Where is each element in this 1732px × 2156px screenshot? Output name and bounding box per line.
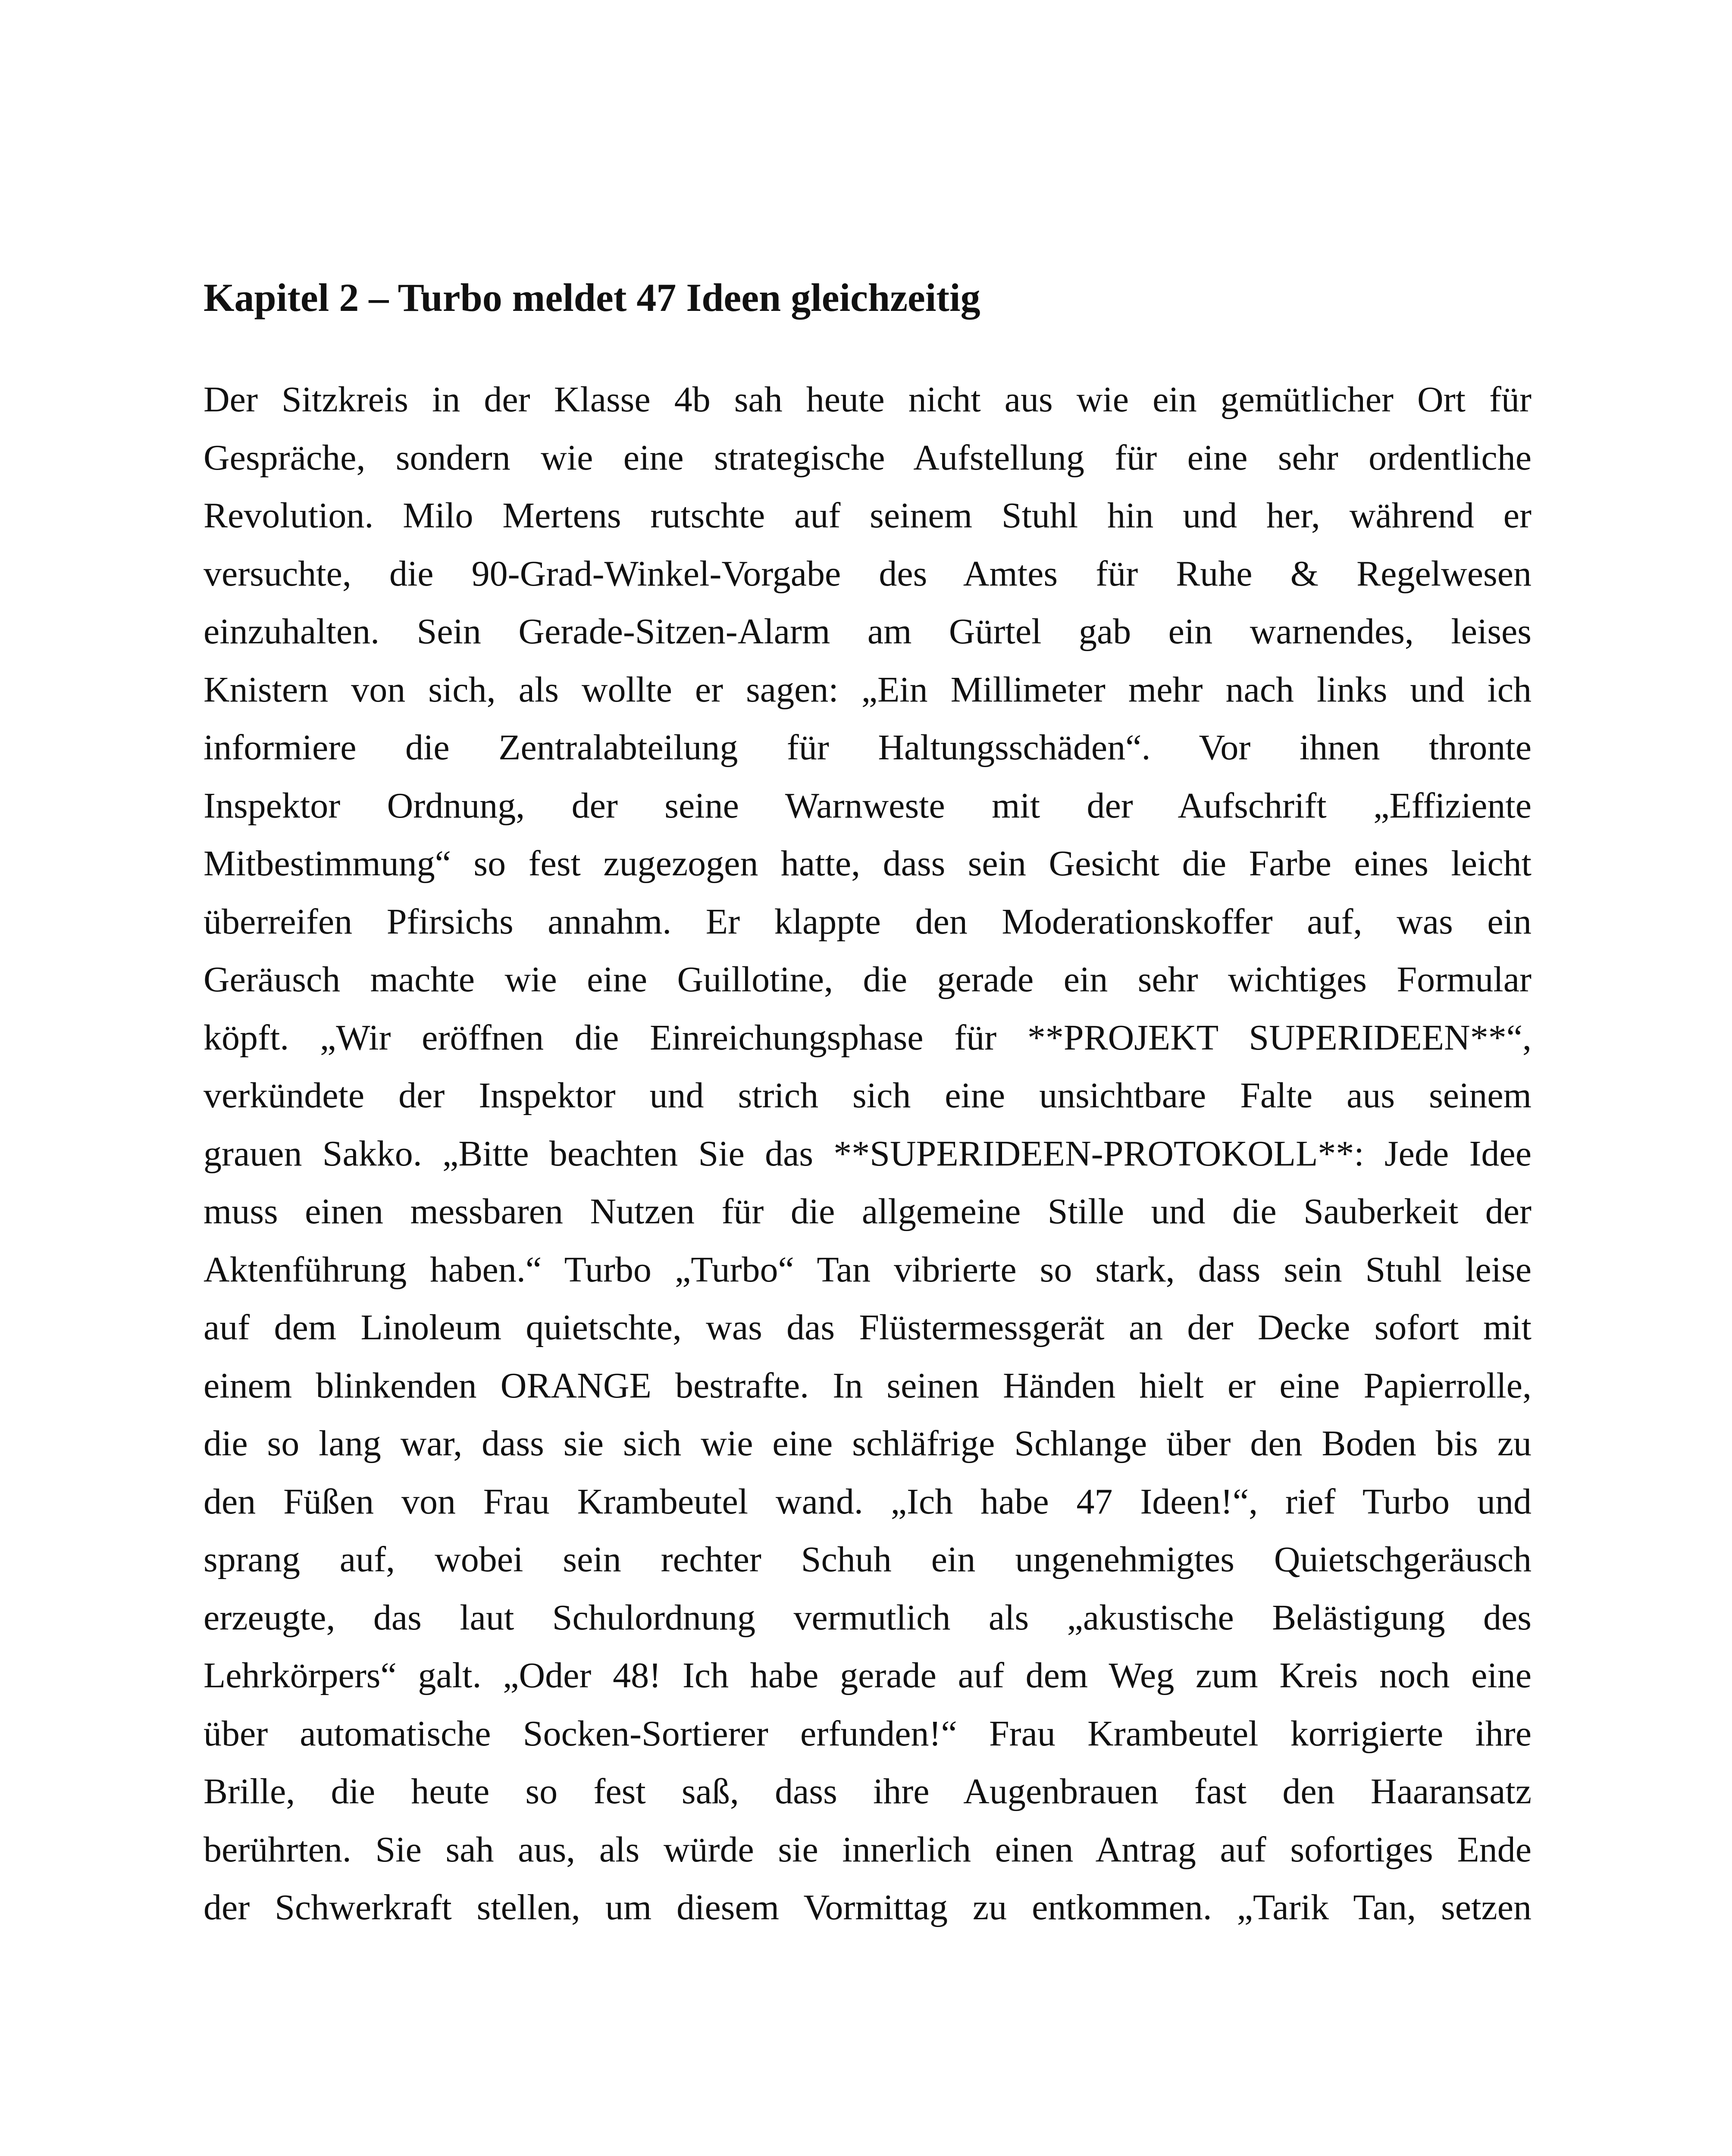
text-line-8: Inspektor Ordnung, der seine Warnweste mit der Aufschrift „Effiziente <box>204 785 1532 826</box>
text-line-9: Mitbestimmung“ so fest zugezogen hatte, dass sein Gesicht die Farbe eines leicht <box>204 843 1532 884</box>
text-line-14: grauen Sakko. „Bitte beachten Sie das **SUPERIDEEN-PROTOKOLL**: Jede Idee <box>204 1133 1532 1174</box>
text-line-2: Gespräche, sondern wie eine strategische Aufstellung für eine sehr ordentliche <box>204 437 1532 478</box>
text-line-12: köpft. „Wir eröffnen die Einreichungsphase für **PROJEKT SUPERIDEEN**“, <box>204 1017 1532 1058</box>
text-line-1: Der Sitzkreis in der Klasse 4b sah heute nicht aus wie ein gemütlicher Ort für <box>204 379 1532 420</box>
text-line-18: einem blinkenden ORANGE bestrafte. In seinen Händen hielt er eine Papierrolle, <box>204 1365 1532 1406</box>
text-line-5: einzuhalten. Sein Gerade-Sitzen-Alarm am Gürtel gab ein warnendes, leises <box>204 611 1532 652</box>
text-line-17: auf dem Linoleum quietschte, was das Flüstermessgerät an der Decke sofort mit <box>204 1307 1532 1348</box>
text-line-25: Brille, die heute so fest saß, dass ihre Augenbrauen fast den Haaransatz <box>204 1771 1532 1811</box>
chapter-title: Kapitel 2 – Turbo meldet 47 Ideen gleichzeitig <box>204 276 980 320</box>
text-line-22: erzeugte, das laut Schulordnung vermutlich als „akustische Belästigung des <box>204 1597 1532 1638</box>
text-line-3: Revolution. Milo Mertens rutschte auf seinem Stuhl hin und her, während er <box>204 495 1532 536</box>
text-line-7: informiere die Zentralabteilung für Haltungsschäden“. Vor ihnen thronte <box>204 727 1532 768</box>
text-line-15: muss einen messbaren Nutzen für die allgemeine Stille und die Sauberkeit der <box>204 1191 1532 1232</box>
text-line-16: Aktenführung haben.“ Turbo „Turbo“ Tan vibrierte so stark, dass sein Stuhl leise <box>204 1249 1532 1290</box>
text-line-23: Lehrkörpers“ galt. „Oder 48! Ich habe gerade auf dem Weg zum Kreis noch eine <box>204 1655 1532 1695</box>
text-line-20: den Füßen von Frau Krambeutel wand. „Ich habe 47 Ideen!“, rief Turbo und <box>204 1481 1532 1522</box>
text-line-4: versuchte, die 90-Grad-Winkel-Vorgabe des Amtes für Ruhe & Regelwesen <box>204 553 1532 594</box>
text-line-19: die so lang war, dass sie sich wie eine schläfrige Schlange über den Boden bis zu <box>204 1423 1532 1463</box>
text-line-13: verkündete der Inspektor und strich sich eine unsichtbare Falte aus seinem <box>204 1075 1532 1116</box>
text-line-6: Knistern von sich, als wollte er sagen: „Ein Millimeter mehr nach links und ich <box>204 669 1532 710</box>
text-line-26: berührten. Sie sah aus, als würde sie innerlich einen Antrag auf sofortiges Ende <box>204 1829 1532 1870</box>
document-content <box>204 272 1532 1937</box>
body-paragraph <box>204 371 1532 1937</box>
text-line-10: überreifen Pfirsichs annahm. Er klappte den Moderationskoffer auf, was ein <box>204 901 1532 942</box>
text-line-27: der Schwerkraft stellen, um diesem Vormittag zu entkommen. „Tarik Tan, setzen <box>204 1887 1532 1927</box>
text-line-21: sprang auf, wobei sein rechter Schuh ein ungenehmigtes Quietschgeräusch <box>204 1539 1532 1579</box>
text-line-11: Geräusch machte wie eine Guillotine, die gerade ein sehr wichtiges Formular <box>204 959 1532 1000</box>
text-line-24: über automatische Socken-Sortierer erfunden!“ Frau Krambeutel korrigierte ihre <box>204 1713 1532 1754</box>
